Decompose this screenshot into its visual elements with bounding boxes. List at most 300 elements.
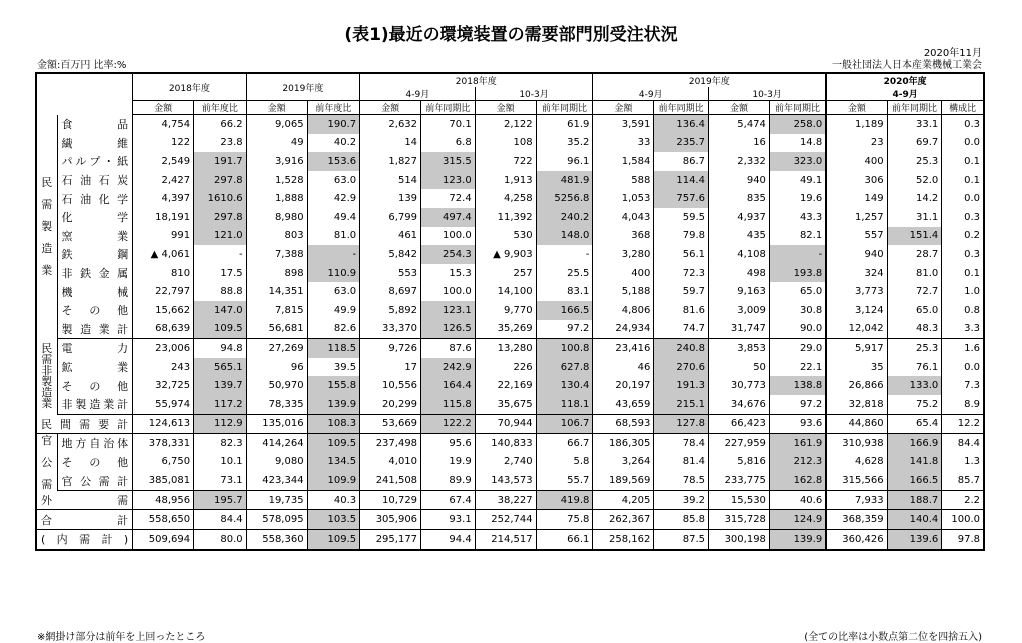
value-cell: 258,162 [593,530,654,550]
value-cell: 497.4 [421,208,476,227]
value-cell: 4,258 [475,189,536,208]
value-cell: 898 [246,264,307,283]
value-cell: 75.2 [887,395,942,414]
value-cell: 55,974 [133,395,194,414]
value-cell: 214,517 [475,530,536,550]
value-cell: 66.2 [194,115,247,134]
value-cell: 97.2 [536,320,593,339]
value-cell: 127.8 [654,414,709,434]
value-cell: 11,392 [475,208,536,227]
value-cell: 89.9 [421,471,476,490]
value-cell: 103.5 [307,510,360,530]
value-cell: 72.4 [421,189,476,208]
value-cell: 6.8 [421,134,476,153]
value-cell: 0.0 [942,189,984,208]
value-cell: 530 [475,227,536,246]
value-cell: 324 [826,264,887,283]
value-cell: 5256.8 [536,189,593,208]
value-cell: 22.1 [769,358,826,377]
col-yoy-period: 前年同期比 [769,101,826,115]
value-cell: 161.9 [769,434,826,453]
value-cell: 1,257 [826,208,887,227]
value-cell: 803 [246,227,307,246]
value-cell: 95.6 [421,434,476,453]
value-cell: 166.9 [887,434,942,453]
value-cell: 558,650 [133,510,194,530]
value-cell: 3,773 [826,282,887,301]
value-cell: 226 [475,358,536,377]
value-cell: 122.2 [421,414,476,434]
table-row [36,115,984,134]
value-cell: 149 [826,189,887,208]
value-cell: 164.4 [421,376,476,395]
value-cell: - [194,245,247,264]
value-cell: 10,556 [360,376,421,395]
value-cell: 106.7 [536,414,593,434]
value-cell: 4,397 [133,189,194,208]
value-cell: 4,628 [826,453,887,472]
value-cell: 50 [708,358,769,377]
value-cell: 85.8 [654,510,709,530]
value-cell: 151.4 [887,227,942,246]
table-row [36,171,984,190]
table-row [36,339,984,358]
value-cell: 7,815 [246,301,307,320]
value-cell: 23.8 [194,134,247,153]
value-cell: 141.8 [887,453,942,472]
value-cell: 81.4 [654,453,709,472]
value-cell: 360,426 [826,530,887,550]
value-cell: 39.2 [654,490,709,510]
value-cell: 108 [475,134,536,153]
header-half-2019: 2019年度 [593,73,826,87]
value-cell: 262,367 [593,510,654,530]
value-cell: 1,584 [593,152,654,171]
value-cell: 2,632 [360,115,421,134]
value-cell: 109.5 [194,320,247,339]
value-cell: 139 [360,189,421,208]
table-row [36,301,984,320]
header-apr-sep: 4-9月 [593,87,709,101]
value-cell: 17.5 [194,264,247,283]
value-cell: 191.7 [194,152,247,171]
header-half-2018: 2018年度 [360,73,593,87]
value-cell: 4,010 [360,453,421,472]
value-cell: 30.8 [769,301,826,320]
value-cell: 33.1 [887,115,942,134]
value-cell: 242.9 [421,358,476,377]
value-cell: 139.9 [307,395,360,414]
value-cell: 15,662 [133,301,194,320]
value-cell: 14,351 [246,282,307,301]
value-cell: 85.7 [942,471,984,490]
value-cell: 82.6 [307,320,360,339]
value-cell: 323.0 [769,152,826,171]
value-cell: 3,853 [708,339,769,358]
header-2020-period: 4-9月 [826,87,984,101]
row-label: (内需計) [36,530,133,550]
value-cell: 73.1 [194,471,247,490]
value-cell: 134.5 [307,453,360,472]
table-row [36,530,984,550]
value-cell: 297.8 [194,171,247,190]
value-cell: 22,797 [133,282,194,301]
value-cell: 7.3 [942,376,984,395]
value-cell: 0.3 [942,245,984,264]
value-cell: 722 [475,152,536,171]
value-cell: 118.5 [307,339,360,358]
value-cell: 300,198 [708,530,769,550]
value-cell: 65.0 [887,301,942,320]
value-cell: 70.1 [421,115,476,134]
value-cell: 19.6 [769,189,826,208]
value-cell: 66,423 [708,414,769,434]
value-cell: 310,938 [826,434,887,453]
value-cell: 368 [593,227,654,246]
value-cell: 166.5 [887,471,942,490]
value-cell: 461 [360,227,421,246]
value-cell: 8.9 [942,395,984,414]
row-label: その他 [57,301,133,320]
value-cell: 2.2 [942,490,984,510]
value-cell: 3.3 [942,320,984,339]
value-cell: 24,934 [593,320,654,339]
value-cell: 14.8 [769,134,826,153]
value-cell: 86.7 [654,152,709,171]
value-cell: 212.3 [769,453,826,472]
value-cell: 59.5 [654,208,709,227]
report-date: 2020年11月 [923,48,982,59]
value-cell: 235.7 [654,134,709,153]
value-cell: 186,305 [593,434,654,453]
value-cell: 40.3 [307,490,360,510]
row-label: 石油石炭 [57,171,133,190]
col-yoy-period: 前年同期比 [887,101,942,115]
value-cell: 72.7 [887,282,942,301]
table-row [36,208,984,227]
value-cell: 29.0 [769,339,826,358]
value-cell: 588 [593,171,654,190]
value-cell: 93.6 [769,414,826,434]
value-cell: 558,360 [246,530,307,550]
value-cell: 15.3 [421,264,476,283]
row-label: 石油化学 [57,189,133,208]
value-cell: 25.5 [536,264,593,283]
value-cell: 423,344 [246,471,307,490]
value-cell: 5,188 [593,282,654,301]
value-cell: 109.5 [307,530,360,550]
value-cell: 143,573 [475,471,536,490]
value-cell: 75.8 [536,510,593,530]
value-cell: 166.5 [536,301,593,320]
value-cell: 124,613 [133,414,194,434]
value-cell: 25.3 [887,339,942,358]
row-label: その他 [57,453,133,472]
header-2018: 2018年度 [133,73,246,101]
value-cell: 20,197 [593,376,654,395]
value-cell: 153.6 [307,152,360,171]
value-cell: 940 [708,171,769,190]
value-cell: 7,933 [826,490,887,510]
col-yoy-period: 前年同期比 [536,101,593,115]
value-cell: 297.8 [194,208,247,227]
value-cell: 189,569 [593,471,654,490]
value-cell: 4,108 [708,245,769,264]
row-label: 地方自治体 [57,434,133,453]
value-cell: 215.1 [654,395,709,414]
value-cell: 0.1 [942,152,984,171]
value-cell: 0.3 [942,115,984,134]
value-cell: 87.6 [421,339,476,358]
value-cell: 35.2 [536,134,593,153]
value-cell: 65.0 [769,282,826,301]
value-cell: 1,888 [246,189,307,208]
col-yoy-period: 前年同期比 [421,101,476,115]
value-cell: 306 [826,171,887,190]
value-cell: 188.7 [887,490,942,510]
value-cell: 49.4 [307,208,360,227]
value-cell: 100.0 [942,510,984,530]
value-cell: 19.9 [421,453,476,472]
value-cell: 810 [133,264,194,283]
value-cell: 4,806 [593,301,654,320]
value-cell: 1,827 [360,152,421,171]
row-label: 機械 [57,282,133,301]
value-cell: 565.1 [194,358,247,377]
table-row [36,189,984,208]
value-cell: 32,725 [133,376,194,395]
row-label: 電力 [57,339,133,358]
value-cell: 368,359 [826,510,887,530]
value-cell: 42.9 [307,189,360,208]
col-amount: 金額 [475,101,536,115]
value-cell: 5,842 [360,245,421,264]
value-cell: 35 [826,358,887,377]
value-cell: 78.5 [654,471,709,490]
value-cell: 33,370 [360,320,421,339]
value-cell: 1610.6 [194,189,247,208]
value-cell: 940 [826,245,887,264]
value-cell: 27,269 [246,339,307,358]
value-cell: 400 [593,264,654,283]
value-cell: 3,124 [826,301,887,320]
col-amount: 金額 [826,101,887,115]
value-cell: 162.8 [769,471,826,490]
value-cell: 67.4 [421,490,476,510]
value-cell: 68,593 [593,414,654,434]
value-cell: 59.7 [654,282,709,301]
value-cell: 100.0 [421,227,476,246]
table-row [36,282,984,301]
value-cell: 39.5 [307,358,360,377]
organization: 一般社団法人日本産業機械工業会 [832,60,982,71]
value-cell: 82.3 [194,434,247,453]
value-cell: 117.2 [194,395,247,414]
value-cell: 315,728 [708,510,769,530]
value-cell: 114.4 [654,171,709,190]
value-cell: 18,191 [133,208,194,227]
value-cell: 110.9 [307,264,360,283]
value-cell: 13,280 [475,339,536,358]
value-cell: 191.3 [654,376,709,395]
value-cell: 80.0 [194,530,247,550]
value-cell: 9,065 [246,115,307,134]
value-cell: 3,591 [593,115,654,134]
value-cell: 1,913 [475,171,536,190]
value-cell: 63.0 [307,171,360,190]
value-cell: 87.5 [654,530,709,550]
footnote-left: ※網掛け部分は前年を上回ったところ [37,632,206,643]
value-cell: 48,956 [133,490,194,510]
category-cell: 官 公 需 [36,434,57,491]
value-cell: 9,163 [708,282,769,301]
row-label: 官公需計 [57,471,133,490]
value-cell: 16 [708,134,769,153]
header-oct-mar: 10-3月 [475,87,593,101]
value-cell: 81.0 [887,264,942,283]
value-cell: 0.0 [942,134,984,153]
value-cell: 56,681 [246,320,307,339]
value-cell: 241,508 [360,471,421,490]
col-share: 構成比 [942,101,984,115]
value-cell: 3,916 [246,152,307,171]
value-cell: 1.0 [942,282,984,301]
page-title: (表1)最近の環境装置の需要部門別受注状況 [344,25,678,45]
value-cell: 10.1 [194,453,247,472]
table-row [36,453,984,472]
value-cell: 135,016 [246,414,307,434]
value-cell: 139.7 [194,376,247,395]
value-cell: 100.8 [536,339,593,358]
footnote-right: (全ての比率は小数点第二位を四捨五入) [804,632,982,643]
value-cell: 38,227 [475,490,536,510]
value-cell: 49 [246,134,307,153]
value-cell: 70,944 [475,414,536,434]
value-cell: 121.0 [194,227,247,246]
value-cell: 240.8 [654,339,709,358]
value-cell: 5,474 [708,115,769,134]
value-cell: 1.6 [942,339,984,358]
table-row [36,227,984,246]
value-cell: 514 [360,171,421,190]
value-cell: 378,331 [133,434,194,453]
row-label: 窯業 [57,227,133,246]
value-cell: 25.3 [887,152,942,171]
value-cell: 305,906 [360,510,421,530]
value-cell: 68,639 [133,320,194,339]
value-cell: 66.7 [536,434,593,453]
orders-table [35,72,985,551]
value-cell: 109.5 [307,434,360,453]
value-cell: 74.7 [654,320,709,339]
value-cell: 133.0 [887,376,942,395]
value-cell: ▲ 4,061 [133,245,194,264]
category-cell: 民 需 非 製 造 業 [36,339,57,414]
value-cell: 100.0 [421,282,476,301]
value-cell: 233,775 [708,471,769,490]
value-cell: 40.2 [307,134,360,153]
header-oct-mar: 10-3月 [708,87,826,101]
value-cell: 78.4 [654,434,709,453]
header-apr-sep: 4-9月 [360,87,476,101]
value-cell: 56.1 [654,245,709,264]
value-cell: 8,980 [246,208,307,227]
value-cell: 0.8 [942,301,984,320]
value-cell: 414,264 [246,434,307,453]
value-cell: 123.0 [421,171,476,190]
value-cell: 12.2 [942,414,984,434]
row-label: 非製造業計 [57,395,133,414]
value-cell: 4,754 [133,115,194,134]
value-cell: 130.4 [536,376,593,395]
value-cell: 400 [826,152,887,171]
value-cell: 1,528 [246,171,307,190]
value-cell: 5.8 [536,453,593,472]
value-cell: 26,866 [826,376,887,395]
value-cell: 315.5 [421,152,476,171]
value-cell: 115.8 [421,395,476,414]
value-cell: 96 [246,358,307,377]
value-cell: 3,264 [593,453,654,472]
value-cell: 254.3 [421,245,476,264]
row-label: 食品 [57,115,133,134]
value-cell: 553 [360,264,421,283]
value-cell: 94.8 [194,339,247,358]
table-row [36,152,984,171]
category-cell: 民 需 製 造 業 [36,115,57,339]
value-cell: 124.9 [769,510,826,530]
value-cell: 123.1 [421,301,476,320]
value-cell: 155.8 [307,376,360,395]
value-cell: 5,917 [826,339,887,358]
value-cell: 20,299 [360,395,421,414]
value-cell: 0.2 [942,227,984,246]
value-cell: 83.1 [536,282,593,301]
value-cell: 991 [133,227,194,246]
row-label: 鉱業 [57,358,133,377]
corner-cell [36,73,133,115]
value-cell: 112.9 [194,414,247,434]
col-yoy: 前年度比 [194,101,247,115]
value-cell: 257 [475,264,536,283]
row-label: 繊維 [57,134,133,153]
value-cell: 126.5 [421,320,476,339]
value-cell: 35,675 [475,395,536,414]
value-cell: 122 [133,134,194,153]
row-label: 鉄鋼 [57,245,133,264]
row-label: その他 [57,376,133,395]
table-row [36,510,984,530]
value-cell: 44,860 [826,414,887,434]
value-cell: 4,937 [708,208,769,227]
value-cell: 30,773 [708,376,769,395]
value-cell: 2,740 [475,453,536,472]
table-row [36,320,984,339]
value-cell: 4,043 [593,208,654,227]
value-cell: 69.7 [887,134,942,153]
value-cell: 88.8 [194,282,247,301]
table-row [36,471,984,490]
col-yoy-period: 前年同期比 [654,101,709,115]
value-cell: 270.6 [654,358,709,377]
value-cell: 82.1 [769,227,826,246]
value-cell: 43,659 [593,395,654,414]
value-cell: 9,726 [360,339,421,358]
value-cell: 23 [826,134,887,153]
value-cell: 97.2 [769,395,826,414]
value-cell: 23,006 [133,339,194,358]
value-cell: 2,332 [708,152,769,171]
